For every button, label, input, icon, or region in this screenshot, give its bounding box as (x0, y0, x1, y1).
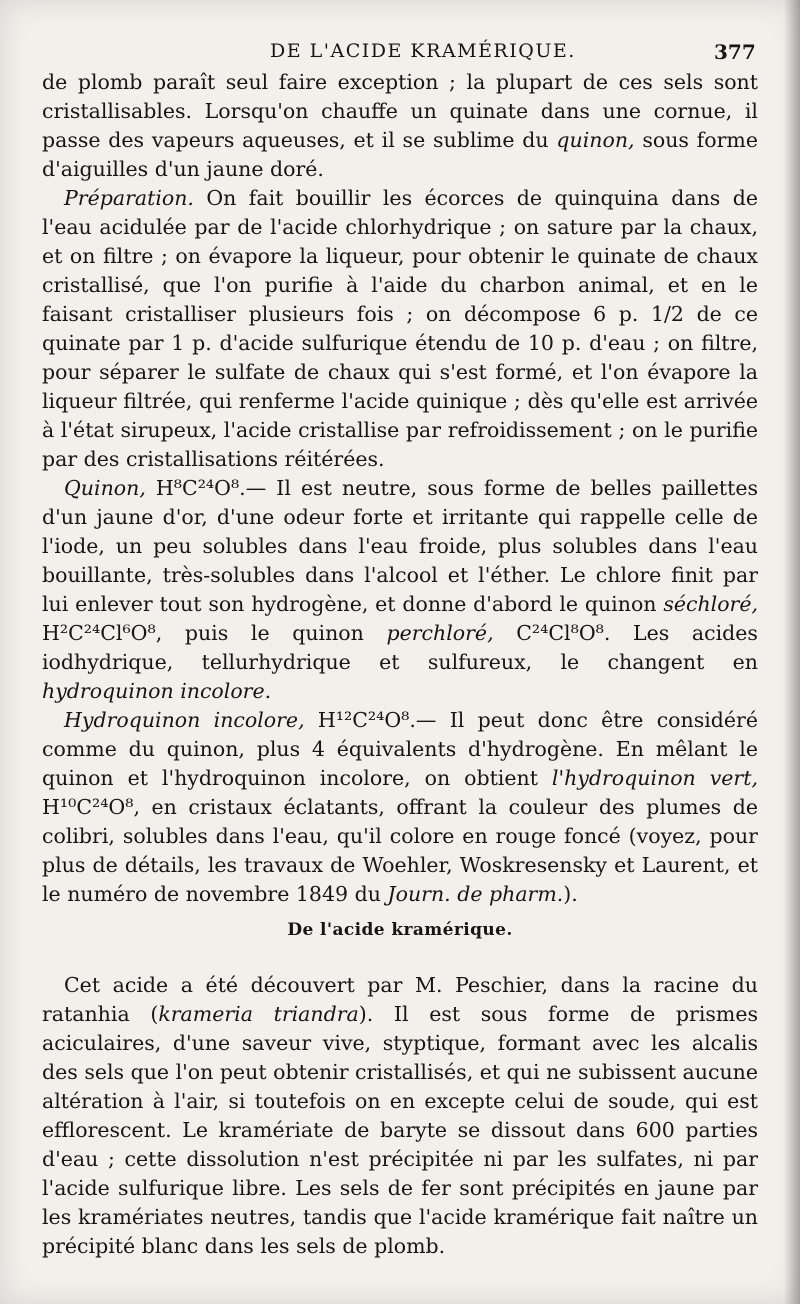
paragraph-lead: Quinon, (64, 476, 146, 500)
text-run: — Il peut donc être considéré comme du quinon, plus 4 équivalents d'hydrogène. En mêlant le quinon et l'hydroquinon incolore, on obtient (42, 708, 758, 790)
section-heading: De l'acide kramérique. (287, 920, 513, 940)
text-run: Cet acide a été découvert par M. Peschier, dans la racine du ratanhia ( (42, 973, 758, 1026)
body-text (42, 68, 758, 1261)
italic-term: l'hydroquinon vert, (551, 766, 758, 790)
page-edge-shadow (784, 0, 800, 1304)
text-run: sous forme d'aiguilles d'un jaune doré. (42, 128, 758, 181)
chemical-formula: H¹²C²⁴O⁸. (317, 708, 416, 732)
text-run: — Il est neutre, sous forme de belles paillettes d'un jaune d'or, d'une odeur forte et irritante qui rappelle celle de l'iode, un peu solubles dans l'eau froide, plus solubles dans l'eau bouillante, très-solubles dans l'alcool et l'éther. Le chlore finit par lui enlever tout son hydrogène, et donne d'abord le quinon (42, 476, 758, 616)
paragraph-lead: Hydroquinon incolore, (64, 708, 305, 732)
fraction: 1/2 (650, 302, 684, 326)
paragraph-krameric-acid (42, 971, 758, 1261)
italic-term: hydroquinon incolore. (42, 679, 272, 703)
chemical-formula: C²⁴Cl⁸O⁸. (516, 621, 611, 645)
text-run: On fait bouillir les écorces de quinquina dans de l'eau acidulée par de l'acide chlorhydrique ; on sature par la chaux, et on filtre ; on évapore la liqueur, pour obtenir le quinate de chaux cristallisé, que l'on purifie à l'aide du charbon animal, et en le faisant cristalliser plusieurs fois ; on décompose 6 p. (42, 186, 758, 326)
paragraph-hydroquinon (42, 706, 758, 909)
paragraph-1 (42, 68, 758, 184)
italic-term: séchloré, (663, 592, 758, 616)
text-run: en cristaux éclatants, offrant la couleur des plumes de colibri, solubles dans l'eau, qu'il colore en rouge foncé (voyez, pour plus de détails, les travaux de Woehler, Woskresensky et Laurent, et le numéro de novembre 1849 du (42, 795, 758, 906)
italic-term: Journ. de pharm. (387, 882, 564, 906)
chemical-formula: H¹⁰C²⁴O⁸, (42, 795, 140, 819)
running-title: DE L'ACIDE KRAMÉRIQUE. (270, 40, 576, 62)
italic-term: perchloré, (386, 621, 494, 645)
paragraph-quinon (42, 474, 758, 706)
page-number: 377 (714, 40, 756, 64)
paragraph-preparation (42, 184, 758, 474)
paragraph-lead: Préparation. (64, 186, 194, 210)
italic-term: quinon, (556, 128, 635, 152)
chemical-formula: H⁸C²⁴O⁸. (155, 476, 246, 500)
text-run: de plomb paraît seul faire exception ; la plupart de ces sels sont cristallisables. Lorsqu'on chauffe un quinate dans une cornue, il passe des vapeurs aqueuses, et il se sublime du (42, 70, 758, 152)
text-run: de ce quinate par 1 p. d'acide sulfurique étendu de 10 p. d'eau ; on filtre, pour séparer le sulfate de chaux qui s'est formé, et l'on évapore la liqueur filtrée, qui renferme l'acide quinique ; dès qu'elle est arrivée à l'état sirupeux, l'acide cristallise par refroidissement ; on le purifie par des cristallisations réitérées. (42, 302, 758, 471)
text-run: puis le quinon (184, 621, 364, 645)
running-header (0, 40, 800, 66)
text-run: Les acides iodhydrique, tellurhydrique et sulfureux, le changent en (42, 621, 758, 674)
text-run: ). Il est sous forme de prismes aciculaires, d'une saveur vive, styptique, formant avec les alcalis des sels que l'on peut obtenir cristallisés, et qui ne subissent aucune altération à l'air, si toutefois on en excepte celui de soude, qui est efflorescent. Le kramériate de baryte se dissout dans 600 parties d'eau ; cette dissolution n'est précipitée ni par les sulfates, ni par l'acide sulfurique libre. Les sels de fer sont précipités en jaune par les kramériates neutres, tandis que l'acide kramérique fait naître un précipité blanc dans les sels de plomb. (42, 1002, 758, 1258)
text-run: ). (563, 882, 578, 906)
italic-term: krameria triandra (158, 1002, 359, 1026)
chemical-formula: H²C²⁴Cl⁶O⁸, (42, 621, 163, 645)
